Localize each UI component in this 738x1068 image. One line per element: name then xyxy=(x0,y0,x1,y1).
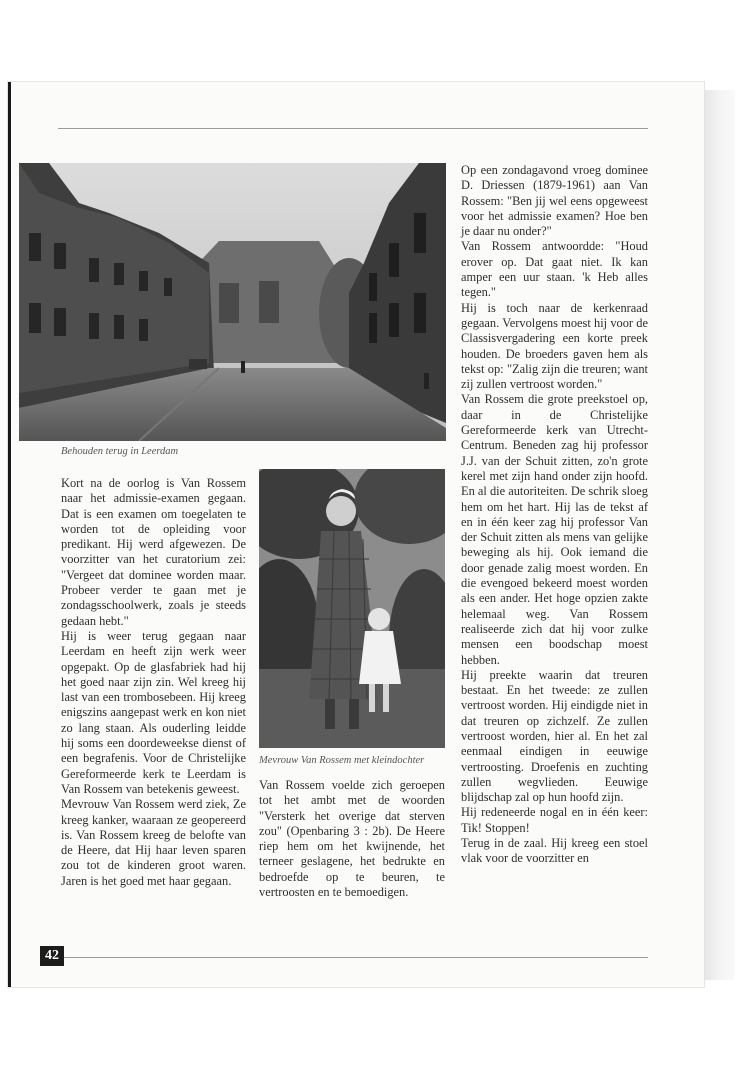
top-rule xyxy=(58,128,648,129)
bottom-rule xyxy=(64,957,648,958)
page-number: 42 xyxy=(40,946,64,966)
paragraph: Mevrouw Van Rossem werd ziek, Ze kreeg kanker, waaraan ze geopereerd is. Van Rossem kreeg de belofte van de Heere, dat Hij haar leven sparen zou tot de kinderen groot waren. Jaren is het goed met haar gegaan. xyxy=(61,797,246,888)
next-page-edge xyxy=(704,90,735,980)
paragraph: Hij is weer terug gegaan naar Leerdam en heeft zijn werk weer opgepakt. Op de glasfabriek had hij het goed naar zijn zin. Wel kreeg hij last van een trombosebeen. Hij kreeg enigszins aangepast werk en kon niet zo lang staan. Als ouderling leidde hij soms een doordeweekse dienst of een begrafenis. Voor de Christelijke Gereformeerde kerk te Leerdam is Van Rossem van betekenis geweest. xyxy=(61,628,246,796)
street-photo xyxy=(19,163,446,441)
text-column-right xyxy=(461,163,648,867)
paragraph: Op een zondagavond vroeg dominee D. Driessen (1879-1961) aan Van Rossem: "Ben jij wel eens opgeweest voor het admissie examen? Hoe ben je daar nu onder?" xyxy=(461,163,648,239)
paragraph: Kort na de oorlog is Van Rossem naar het admissie-examen gegaan. Dat is een examen om toegelaten te worden tot de opleiding voor predikant. Hij werd afgewezen. De voorzitter van het curatorium zei: "Vergeet dat dominee worden maar. Probeer verder te gaan met je zondagsschoolwerk, zoals je steeds gedaan hebt." xyxy=(61,476,246,628)
paragraph: Van Rossem antwoordde: "Houd erover op. Dat gaat niet. Ik kan amper een uur staan. 'k Heb alles tegen." xyxy=(461,239,648,300)
woman-granddaughter-photo xyxy=(259,469,445,748)
street-photo-illustration xyxy=(19,163,446,441)
paragraph: Hij preekte waarin dat treuren bestaat. En het tweede: ze zullen vertroost worden. Hij eindigde niet in dat treuren op zichzelf. Ze zullen vertroost worden, hier al. En het zal eenmaal eindigen in eeuwige vertroosting. Droefenis en zuchting zullen wegvlieden. Eeuwige blijdschap zal op hun hoofd zijn. xyxy=(461,667,648,805)
paragraph: Terug in de zaal. Hij kreeg een stoel vlak voor de voorzitter en xyxy=(461,836,648,866)
text-column-left xyxy=(61,476,246,889)
text-column-middle xyxy=(259,778,445,900)
street-photo-caption: Behouden terug in Leerdam xyxy=(61,446,179,457)
paragraph: Hij is toch naar de kerkenraad gegaan. Vervolgens moest hij voor de Classisvergadering een korte preek houden. De broeders gaven hem als tekst op: "Zalig zijn die treuren; want zij zullen vertroost worden." xyxy=(461,300,648,392)
paragraph: Van Rossem voelde zich geroepen tot het ambt met de woorden "Versterk het overige dat sterven zou" (Openbaring 3 : 2b). De Heere riep hem om het kwijnende, het terneer geslagene, het bedrukte en bedroefde op te beuren, te vertroosten en te bemoedigen. xyxy=(259,778,445,900)
woman-photo-illustration xyxy=(259,469,445,748)
paragraph: Hij redeneerde nogal en in één keer: Tik! Stoppen! xyxy=(461,805,648,835)
woman-photo-caption: Mevrouw Van Rossem met kleindochter xyxy=(259,755,425,766)
paragraph: Van Rossem die grote preekstoel op, daar in de Christelijke Gereformeerde kerk van Utrecht-Centrum. Beneden zag hij professor J.J. van der Schuit zitten, zo'n grote kerel met zijn hand onder zijn hoofd. En al die autoriteiten. De schrik sloeg hem om het hart. Hij las de tekst af en in één keer zag hij professor Van der Schuit zitten als mens van gelijke beweging als hij. Ook iemand die door genade zalig moest worden. En die evengoed bekeerd moest worden als een ander. Het hoge opzien zakte helemaal weg. Van Rossem realiseerde zich dat hij voor zulke mensen een boodschap moest hebben. xyxy=(461,392,648,667)
